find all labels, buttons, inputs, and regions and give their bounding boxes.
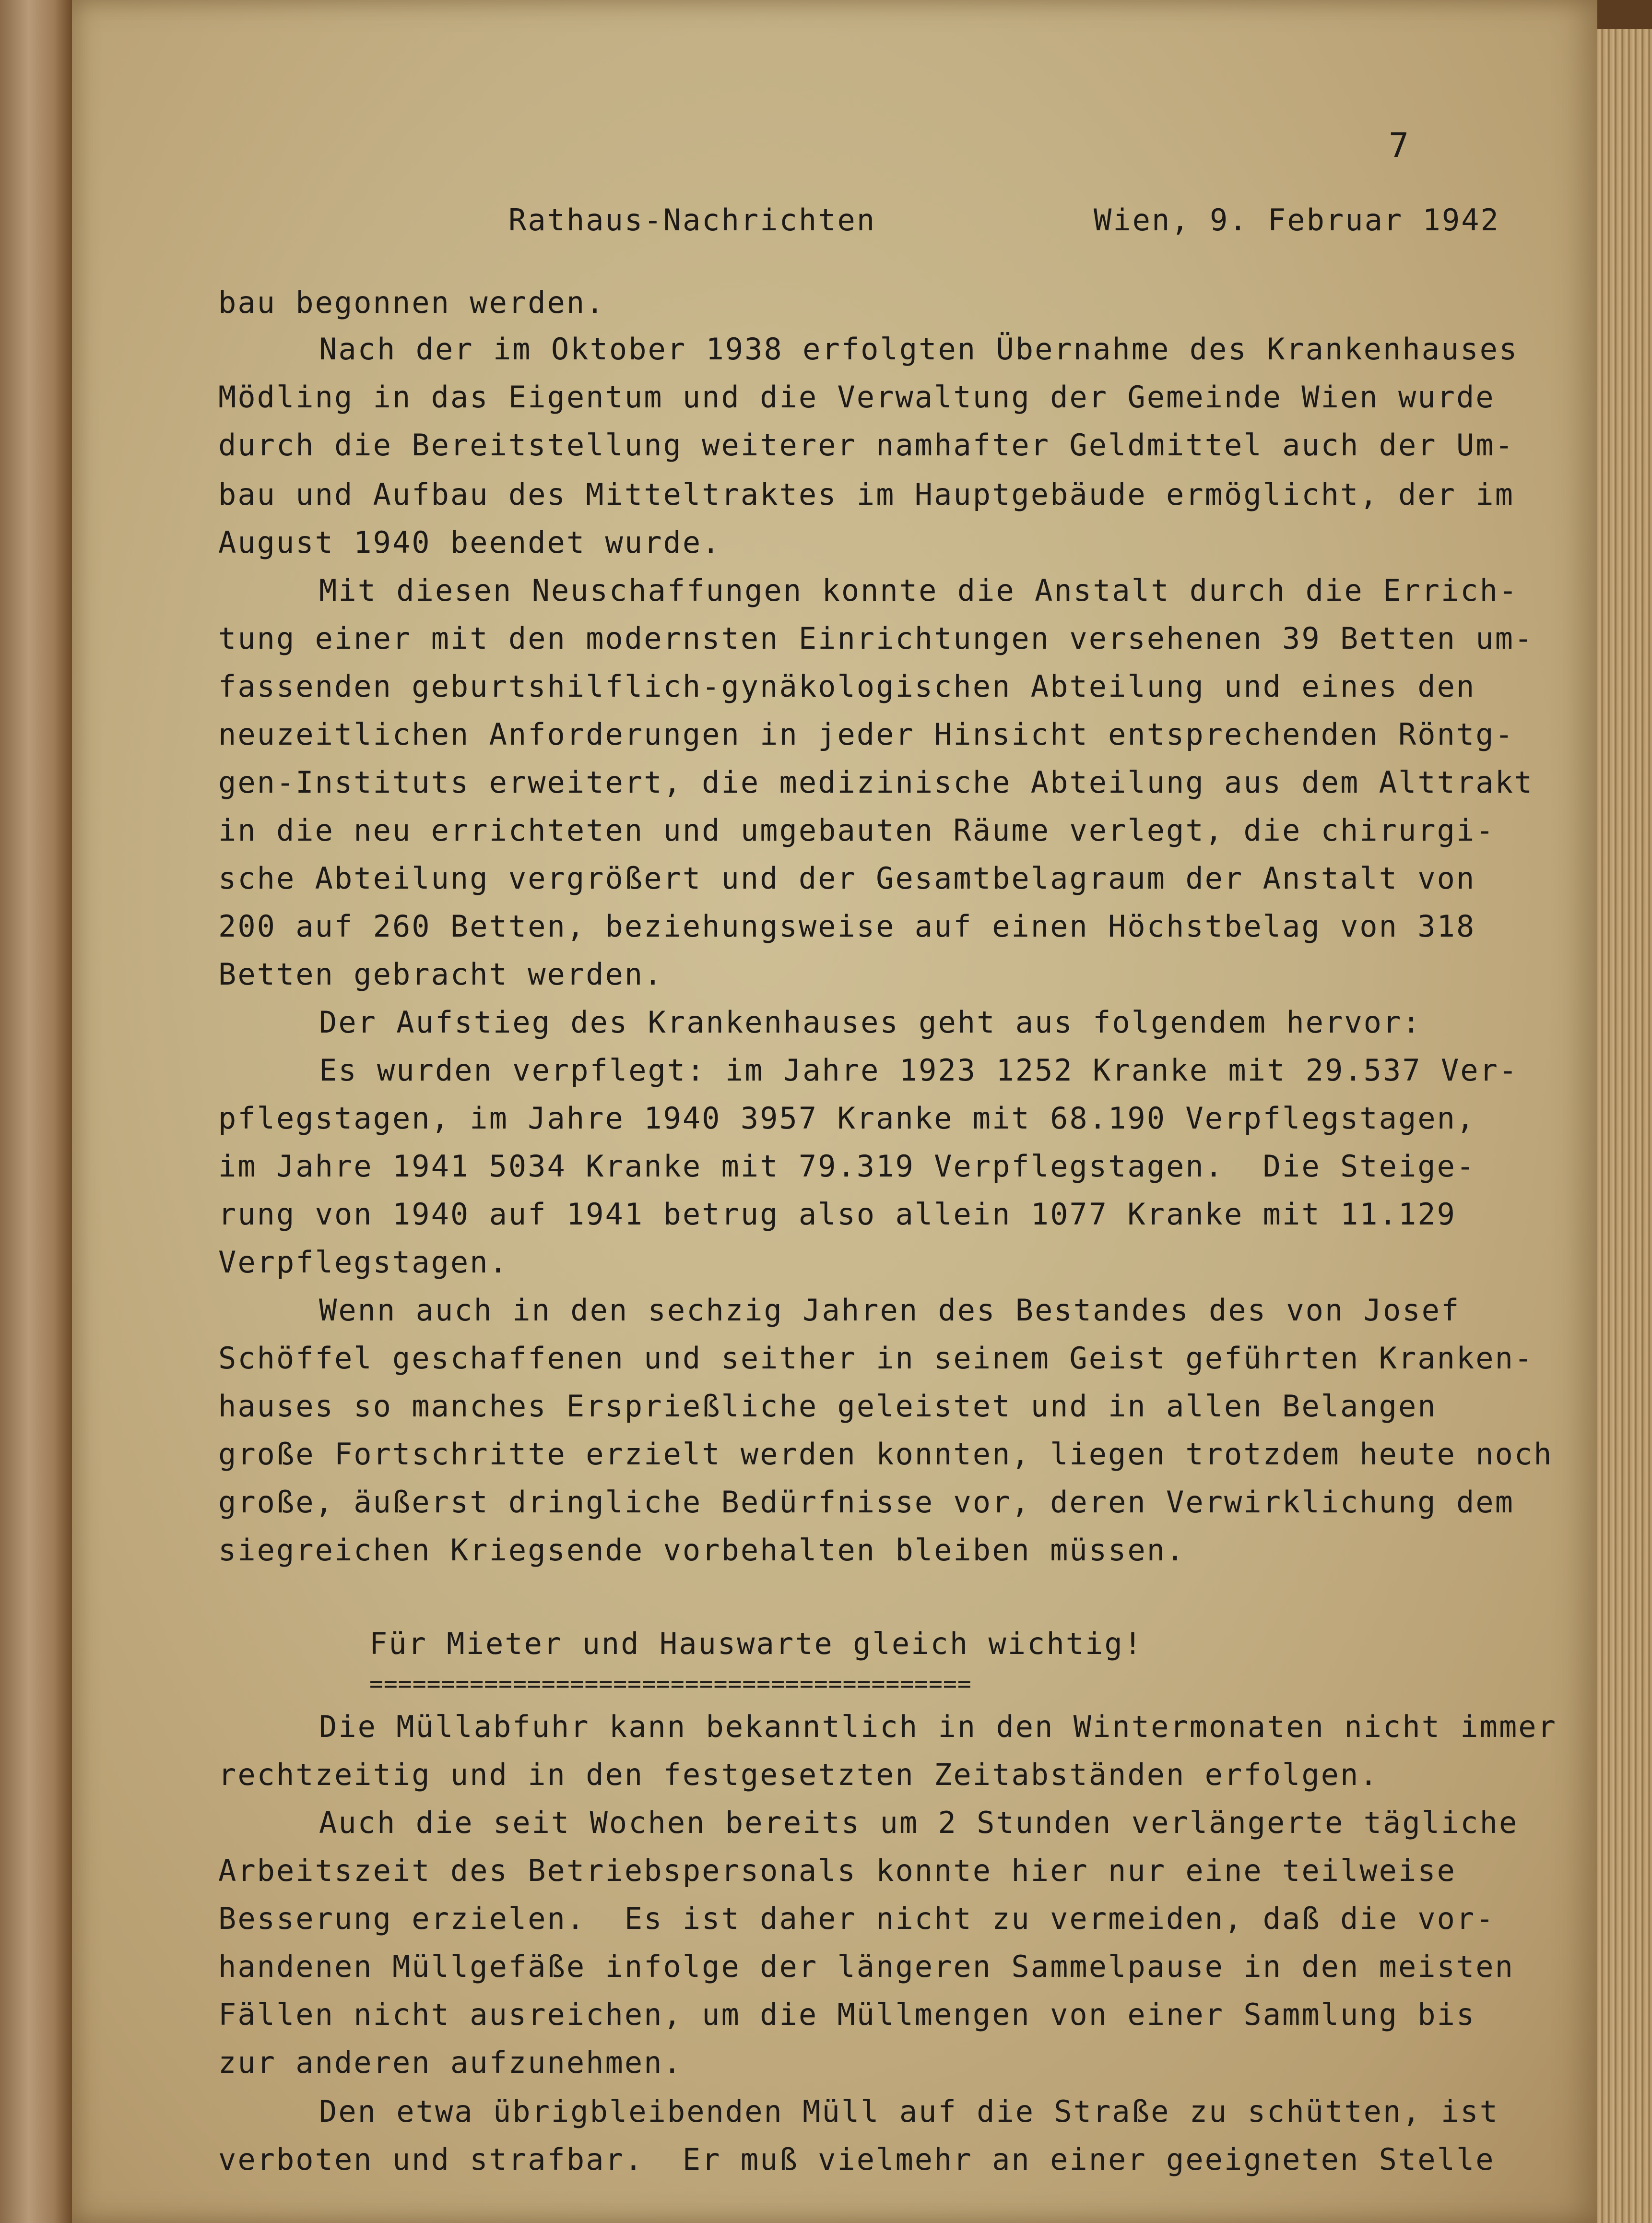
body-line: sche Abteilung vergrößert und der Gesamtbelagraum der Anstalt von [218, 861, 1476, 896]
body-line: Es wurden verpflegt: im Jahre 1923 1252 Kranke mit 29.537 Ver- [319, 1053, 1519, 1088]
body-line: Verpflegstagen. [218, 1245, 508, 1280]
body-line: Nach der im Oktober 1938 erfolgten Übernahme des Krankenhauses [319, 332, 1519, 367]
body-line: pflegstagen, im Jahre 1940 3957 Kranke mit 68.190 Verpflegstagen, [218, 1101, 1476, 1136]
body-line: im Jahre 1941 5034 Kranke mit 79.319 Verpflegstagen. Die Steige- [218, 1149, 1476, 1184]
body-line: Der Aufstieg des Krankenhauses geht aus folgendem hervor: [319, 1005, 1422, 1040]
section-line: rechtzeitig und in den festgesetzten Zeitabständen erfolgen. [218, 1757, 1379, 1792]
body-line: hauses so manches Ersprießliche geleistet und in allen Belangen [218, 1389, 1437, 1424]
section-line: Besserung erzielen. Es ist daher nicht zu vermeiden, daß die vor- [218, 1901, 1495, 1936]
body-line: Wenn auch in den sechzig Jahren des Bestandes des von Josef [319, 1293, 1461, 1328]
body-line: gen-Instituts erweitert, die medizinische Abteilung aus dem Alttrakt [218, 765, 1534, 800]
publication-title: Rathaus-Nachrichten [508, 202, 876, 238]
body-line: siegreichen Kriegsende vorbehalten bleiben müssen. [218, 1533, 1186, 1568]
body-line: große, äußerst dringliche Bedürfnisse vor, deren Verwirklichung dem [218, 1485, 1514, 1520]
place-date: Wien, 9. Februar 1942 [1094, 202, 1500, 238]
body-line: neuzeitlichen Anforderungen in jeder Hinsicht entsprechenden Röntg- [218, 717, 1514, 752]
body-line: Mödling in das Eigentum und die Verwaltung der Gemeinde Wien wurde [218, 380, 1495, 415]
body-line: durch die Bereitstellung weiterer namhafter Geldmittel auch der Um- [218, 428, 1514, 463]
section-line: Den etwa übrigbleibenden Müll auf die Straße zu schütten, ist [319, 2094, 1499, 2129]
body-line: Schöffel geschaffenen und seither in seinem Geist geführten Kranken- [218, 1341, 1534, 1376]
body-line: große Fortschritte erzielt werden konnten, liegen trotzdem heute noch [218, 1437, 1553, 1472]
body-line: bau begonnen werden. [218, 285, 605, 320]
body-line: fassenden geburtshilflich-gynäkologischen Abteilung und eines den [218, 669, 1476, 704]
section-line: handenen Müllgefäße infolge der längeren Sammelpause in den meisten [218, 1949, 1514, 1984]
section-line: Fällen nicht ausreichen, um die Müllmengen von einer Sammlung bis [218, 1997, 1476, 2032]
section-heading: Für Mieter und Hauswarte gleich wichtig! [369, 1626, 1144, 1661]
body-line: Betten gebracht werden. [218, 957, 663, 992]
body-line: Mit diesen Neuschaffungen konnte die Anstalt durch die Errich- [319, 573, 1519, 608]
body-line: 200 auf 260 Betten, beziehungsweise auf einen Höchstbelag von 318 [218, 909, 1476, 944]
body-line: August 1940 beendet wurde. [218, 525, 721, 560]
body-line: bau und Aufbau des Mitteltraktes im Hauptgebäude ermöglicht, der im [218, 477, 1514, 512]
section-line: Auch die seit Wochen bereits um 2 Stunden verlängerte tägliche [319, 1805, 1519, 1840]
body-line: tung einer mit den modernsten Einrichtungen versehenen 39 Betten um- [218, 621, 1534, 656]
section-line: zur anderen aufzunehmen. [218, 2045, 683, 2080]
body-line: in die neu errichteten und umgebauten Räume verlegt, die chirurgi- [218, 813, 1495, 848]
section-line: Arbeitszeit des Betriebspersonals konnte hier nur eine teilweise [218, 1853, 1456, 1888]
section-line: verboten und strafbar. Er muß vielmehr an einer geeigneten Stelle [218, 2142, 1495, 2177]
page-number: 7 [1389, 126, 1411, 165]
section-line: Die Müllabfuhr kann bekanntlich in den Wintermonaten nicht immer [319, 1709, 1557, 1744]
heading-underline: ========================================== [369, 1671, 972, 1698]
body-line: rung von 1940 auf 1941 betrug also allein 1077 Kranke mit 11.129 [218, 1197, 1456, 1232]
